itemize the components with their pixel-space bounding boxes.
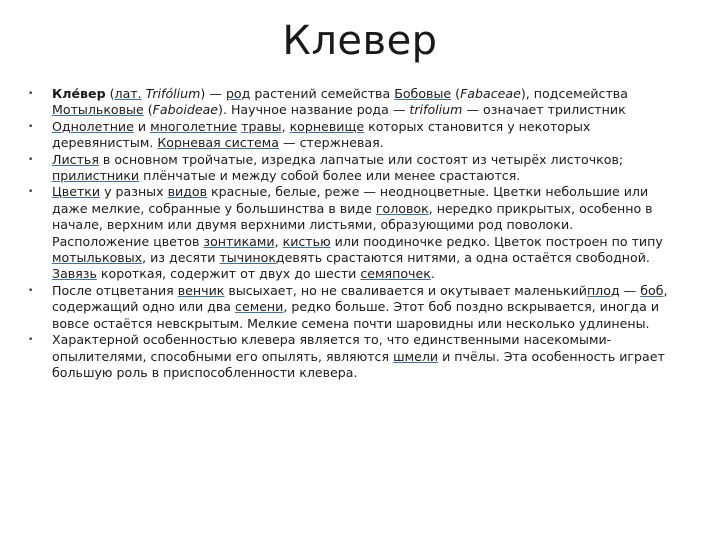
- wiki-link[interactable]: мотыльковых: [52, 250, 143, 266]
- italic-text: Trifólium: [145, 86, 201, 101]
- list-item: [28, 152, 668, 185]
- wiki-link[interactable]: Цветки: [52, 184, 101, 200]
- wiki-link[interactable]: головок: [375, 200, 429, 216]
- wiki-link[interactable]: боб: [640, 282, 664, 298]
- wiki-link[interactable]: Мотыльковые: [52, 102, 144, 118]
- list-item-text: [52, 152, 668, 185]
- page-title: Клевер: [282, 18, 438, 64]
- wiki-link[interactable]: род: [225, 86, 251, 101]
- wiki-link[interactable]: Однолетние: [52, 118, 134, 134]
- list-item-text: [52, 283, 668, 332]
- text-segment: Характерной особенностью клевера является то, что единственными насекомыми-опылителями, способными его опылять, являются: [52, 332, 612, 364]
- wiki-link[interactable]: Корневая система: [157, 135, 280, 151]
- text-segment: — стержневая.: [279, 135, 384, 151]
- text-segment: , редко больше. Этот боб поздно вскрывается, иногда и вовсе остаётся невскрытым. Мелкие семена почти шаровидны или несколько удлинены.: [52, 299, 660, 331]
- list-item: [28, 332, 668, 381]
- italic-text: Faboideae: [152, 102, 219, 118]
- bullet-marker: •: [28, 285, 34, 296]
- bullet-marker: •: [28, 121, 34, 132]
- bullet-marker: •: [28, 187, 34, 198]
- wiki-link[interactable]: зонтиками: [203, 233, 275, 249]
- text-segment: (: [451, 86, 461, 101]
- text-segment: или поодиночке редко. Цветок построен по типу: [330, 233, 663, 249]
- text-segment: и пчёлы. Эта особенность играет большую роль в приспособленности клевера.: [52, 348, 665, 380]
- wiki-link[interactable]: травы: [241, 118, 282, 134]
- list-item: [28, 119, 668, 152]
- text-segment: .: [430, 266, 435, 282]
- wiki-link[interactable]: венчик: [177, 282, 225, 298]
- list-item-text: [52, 332, 668, 381]
- bullet-list: [28, 86, 668, 381]
- wiki-link[interactable]: Бобовые: [394, 86, 452, 101]
- text-segment: ,: [281, 118, 290, 134]
- text-segment: в основном тройчатые, изредка лапчатые или состоят из четырёх листочков;: [98, 151, 624, 167]
- wiki-link[interactable]: шмели: [393, 348, 439, 364]
- wiki-link[interactable]: Листья: [52, 151, 99, 167]
- text-segment: —: [619, 282, 641, 298]
- text-segment: плёнчатые и между собой более или менее срастаются.: [139, 168, 521, 184]
- text-segment: которых становится у некоторых деревянистым.: [52, 118, 591, 151]
- wiki-link[interactable]: семени: [235, 299, 284, 315]
- text-segment: короткая, содержит от двух до шести: [96, 266, 361, 282]
- text-segment: , содержащий одно или два: [52, 282, 668, 315]
- wiki-link[interactable]: Завязь: [52, 266, 97, 282]
- italic-text: Fabaceae: [460, 86, 521, 101]
- text-segment: красные, белые, реже — неодноцветные. Цветки небольшие или даже мелкие, собранные у большинства в виде: [52, 184, 649, 216]
- text-segment: высыхает, но не сваливается и окутывает маленький: [224, 282, 587, 298]
- wiki-link[interactable]: прилистники: [52, 168, 140, 184]
- list-item-text: [52, 86, 668, 119]
- text-segment: ), подсемейства: [520, 86, 628, 101]
- wiki-link[interactable]: семяпочек: [360, 266, 431, 282]
- wiki-link[interactable]: лат.: [114, 86, 142, 101]
- text-segment: и: [133, 118, 151, 134]
- wiki-link[interactable]: корневище: [289, 118, 365, 134]
- text-segment: , из десяти: [142, 250, 220, 266]
- wiki-link[interactable]: кистью: [282, 233, 331, 249]
- text-segment: девять срастаются нитями, а одна остаётся свободной.: [275, 250, 650, 266]
- list-item-text: [52, 119, 668, 152]
- bold-term: Кле́вер: [52, 86, 106, 101]
- italic-text: trifolium: [409, 102, 463, 118]
- wiki-link[interactable]: тычинок: [219, 250, 276, 266]
- list-item-text: [52, 184, 668, 282]
- text-segment: — означает трилистник: [462, 102, 626, 118]
- text-segment: После отцветания: [52, 282, 178, 298]
- list-item: [28, 283, 668, 332]
- text-segment: у разных: [100, 184, 168, 200]
- bullet-marker: •: [28, 335, 34, 346]
- wiki-link[interactable]: видов: [167, 184, 208, 200]
- text-segment: ). Научное название рода —: [218, 102, 410, 118]
- list-item: [28, 86, 668, 119]
- wiki-link[interactable]: плод: [586, 282, 620, 298]
- text-segment: растений семейства: [250, 86, 395, 101]
- list-item: [28, 184, 668, 282]
- text-segment: (: [143, 102, 153, 118]
- bullet-marker: •: [28, 89, 34, 99]
- text-segment: , нередко прикрытых, особенно в начале, верхним или двумя верхними листьями, образующими род поволоки. Расположение цветов: [52, 200, 653, 249]
- wiki-link[interactable]: многолетние: [150, 118, 238, 134]
- text-segment: (: [105, 86, 115, 101]
- bullet-marker: •: [28, 154, 34, 165]
- text-segment: ) —: [200, 86, 226, 101]
- text-segment: ,: [274, 233, 283, 249]
